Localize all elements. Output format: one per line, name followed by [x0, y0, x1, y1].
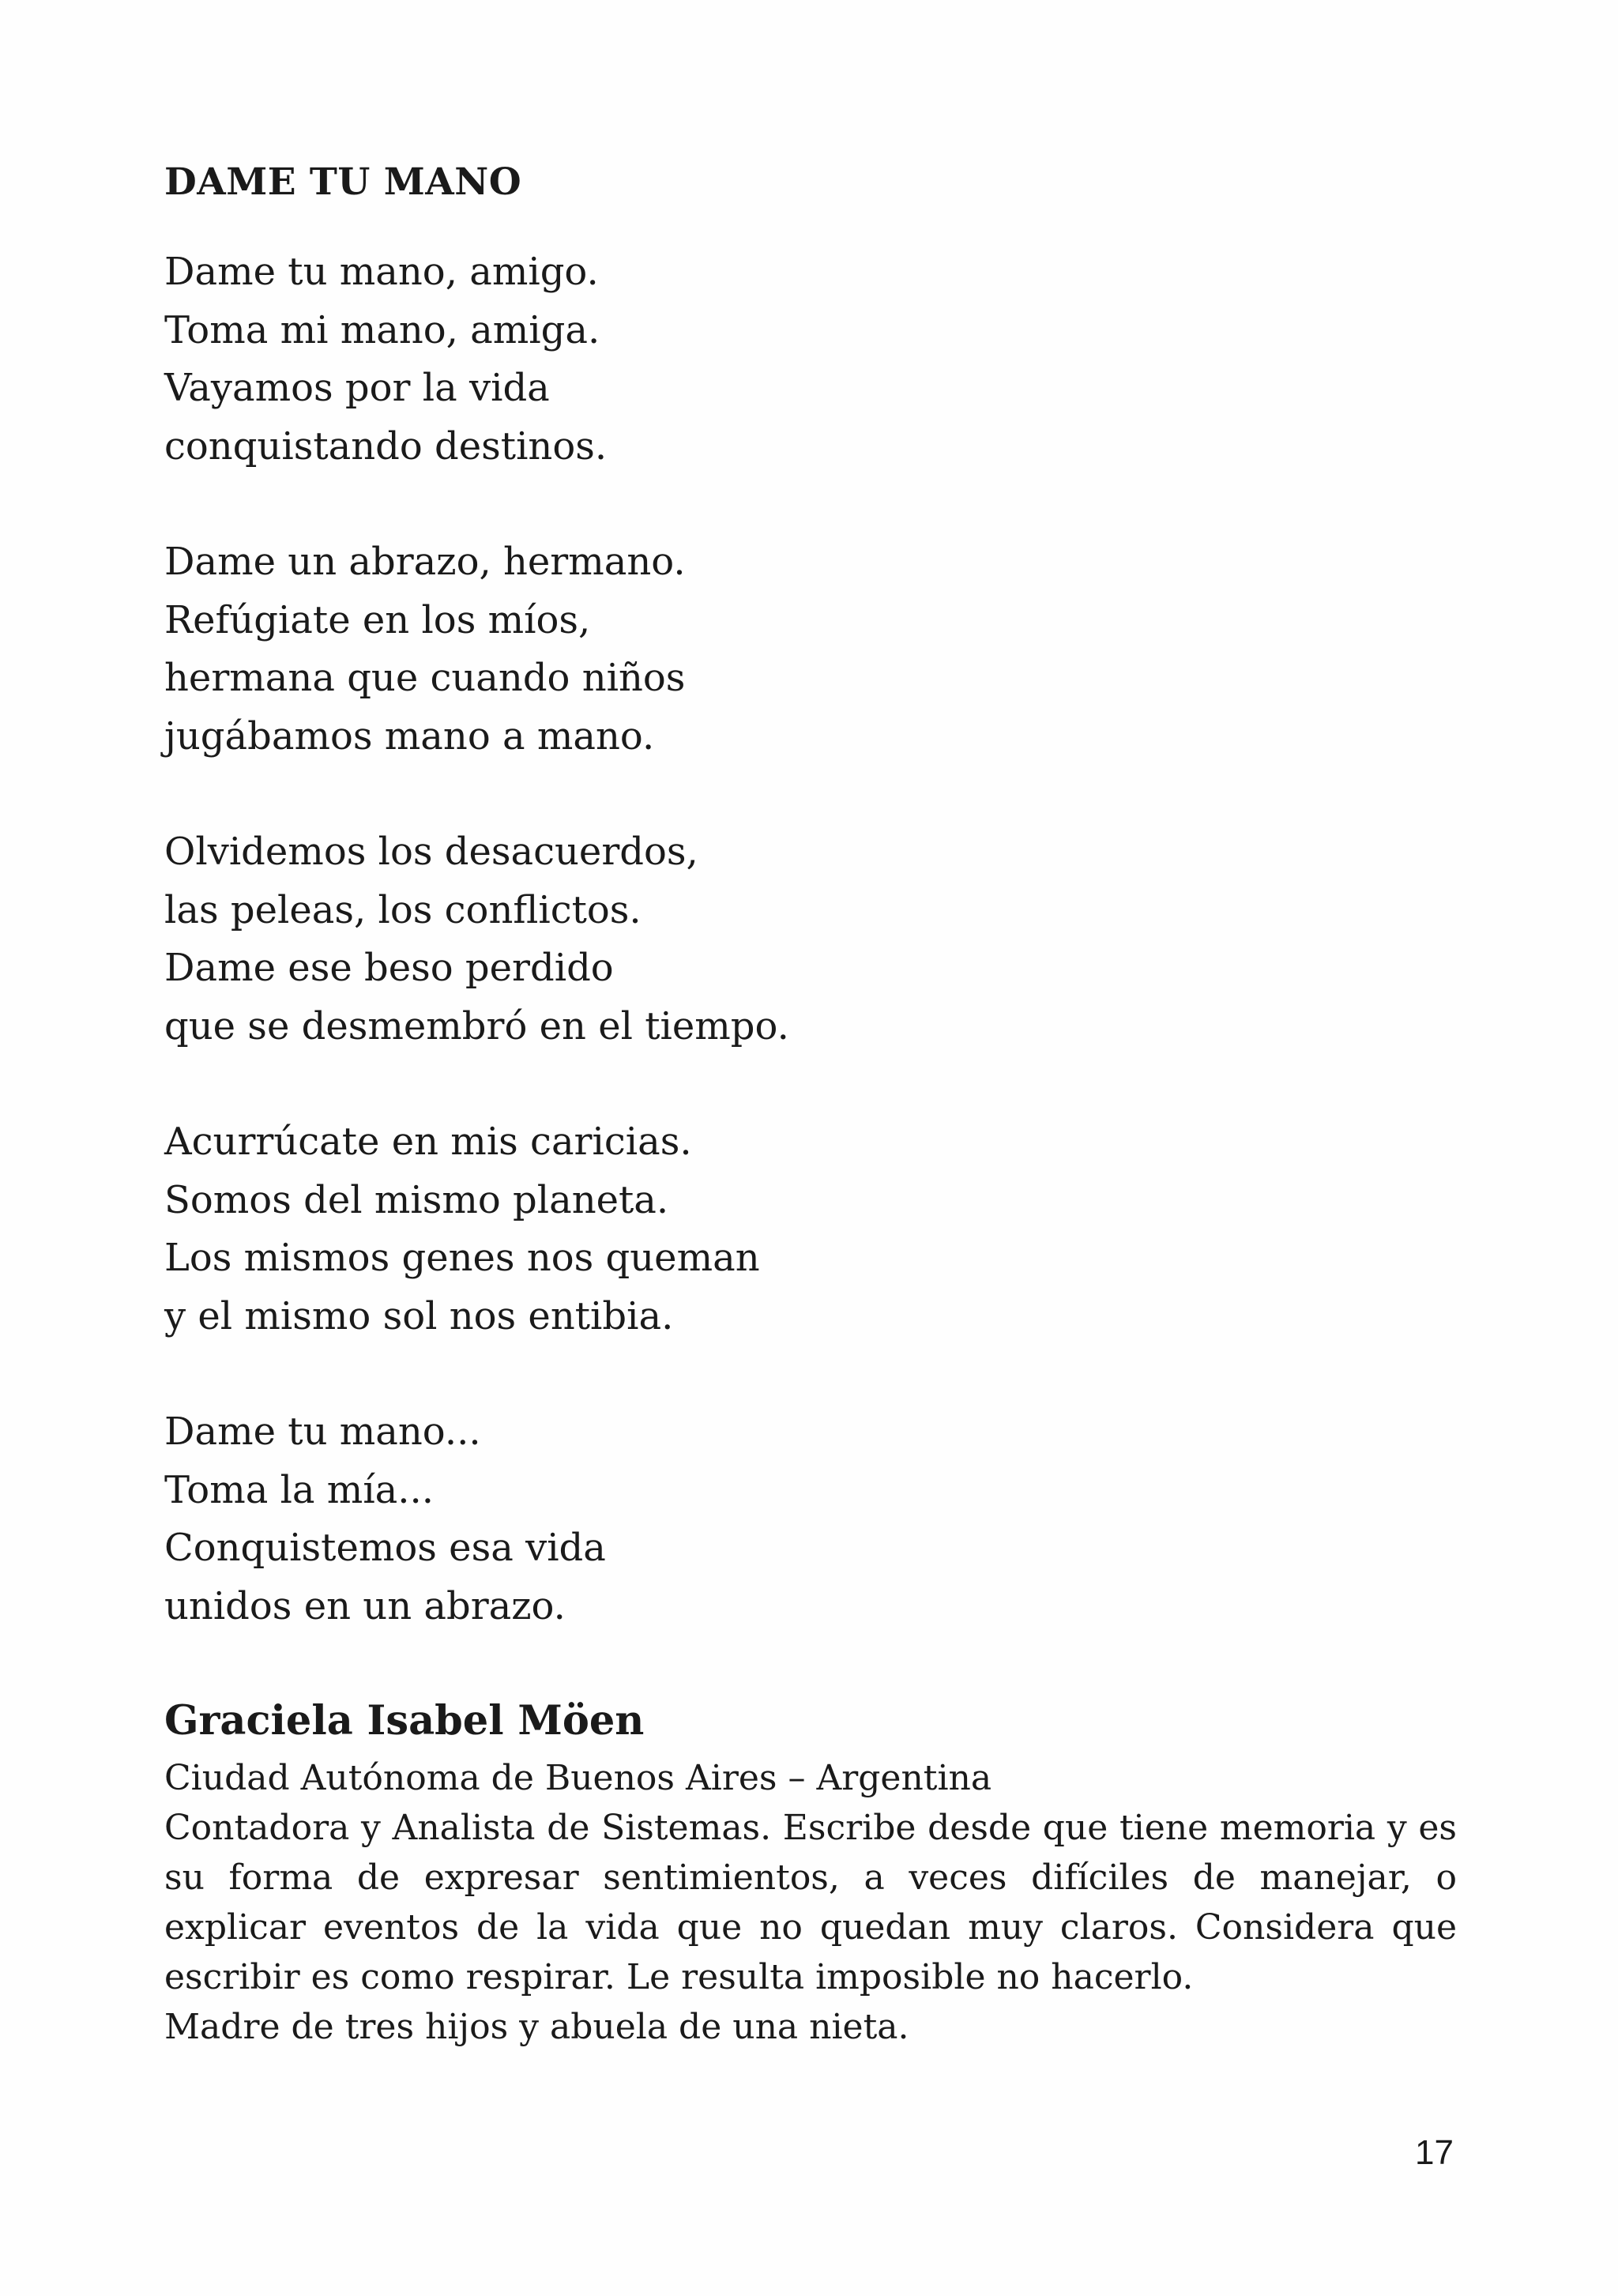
page-content — [164, 155, 1457, 2052]
verse: jugábamos mano a mano. — [164, 713, 655, 758]
stanza-4 — [164, 1113, 1457, 1346]
author-location: Ciudad Autónoma de Buenos Aires – Argentina — [164, 1758, 992, 1798]
verse: Somos del mismo planeta. — [164, 1177, 669, 1222]
verse: Refúgiate en los míos, — [164, 597, 591, 642]
verse: hermana que cuando niños — [164, 656, 686, 700]
verse: Los mismos genes nos queman — [164, 1236, 760, 1280]
verse: Dame ese beso perdido — [164, 946, 614, 990]
verse: Dame tu mano, amigo. — [164, 250, 599, 294]
author-bio: Contadora y Analista de Sistemas. Escribe desde que tiene memoria y es su forma de expresar sentimientos, a veces difíciles de manejar, o explicar eventos de la vida que no quedan muy claros. Considera que escribir es como respirar. Le resulta imposible no hacerlo. — [164, 1808, 1457, 1997]
page-number: 17 — [1415, 2133, 1454, 2172]
stanza-5 — [164, 1403, 1457, 1635]
verse: conquistando destinos. — [164, 423, 608, 469]
stanza-1 — [164, 243, 1457, 476]
verse: Vayamos por la vida — [164, 366, 550, 410]
verse: Dame un abrazo, hermano. — [164, 540, 686, 584]
stanza-3 — [164, 823, 1457, 1056]
author-family: Madre de tres hijos y abuela de una nieta. — [164, 2007, 909, 2047]
author-block — [164, 1693, 1457, 2052]
verse: unidos en un abrazo. — [164, 1583, 566, 1628]
verse: Dame tu mano... — [164, 1410, 481, 1454]
verse: y el mismo sol nos entibia. — [164, 1293, 674, 1338]
verse: Toma mi mano, amiga. — [164, 307, 600, 352]
verse: las peleas, los conflictos. — [164, 887, 642, 932]
stanza-2 — [164, 533, 1457, 766]
verse: Olvidemos los desacuerdos, — [164, 830, 698, 874]
verse: Toma la mía... — [164, 1467, 435, 1512]
poem-title: DAME TU MANO — [164, 160, 522, 204]
author-name: Graciela Isabel Möen — [164, 1697, 645, 1745]
verse: Acurrúcate en mis caricias. — [164, 1120, 692, 1164]
verse: Conquistemos esa vida — [164, 1526, 606, 1570]
verse: que se desmembró en el tiempo. — [164, 1003, 789, 1048]
